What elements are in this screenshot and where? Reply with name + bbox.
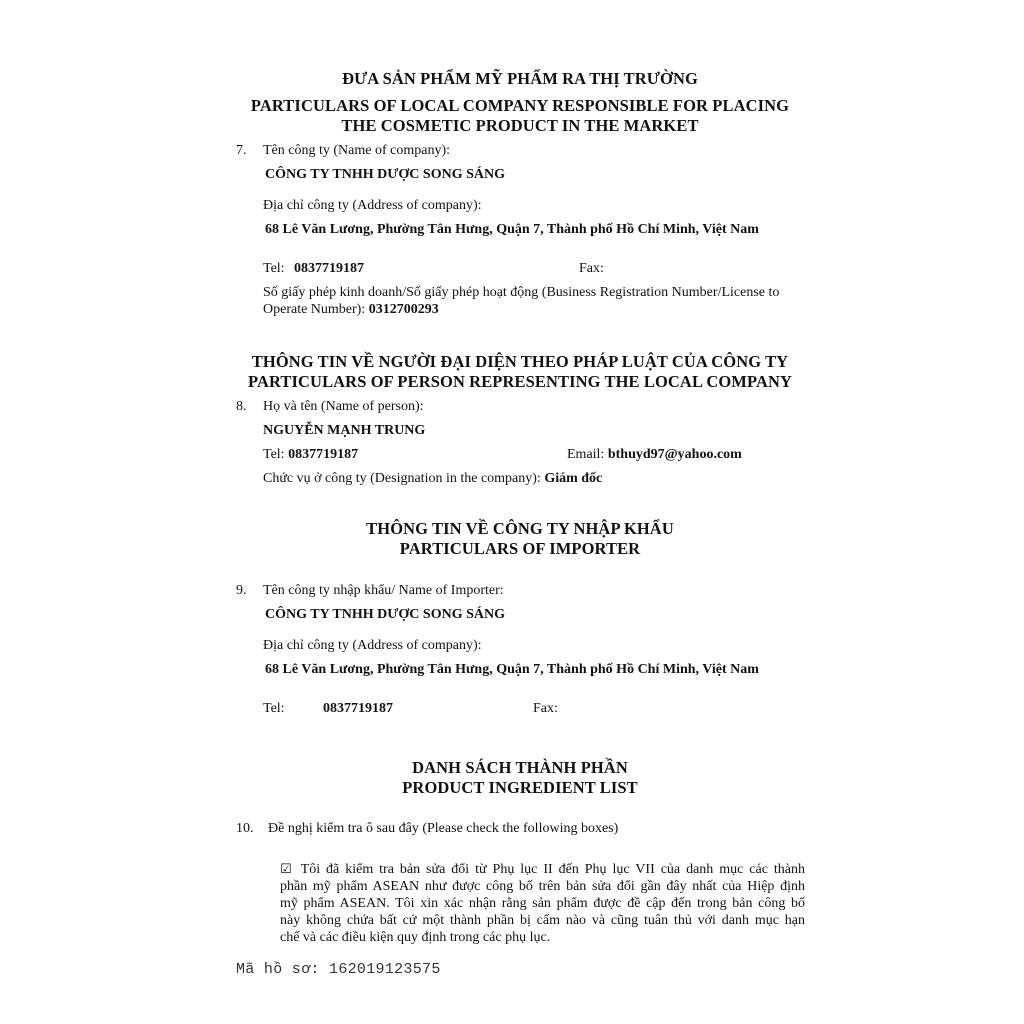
check-boxes-label: Đề nghị kiểm tra ô sau đây (Please check the following boxes) bbox=[268, 821, 619, 836]
item-number-9: 9. bbox=[236, 583, 247, 598]
importer-address-label: Địa chỉ công ty (Address of company): bbox=[263, 638, 482, 653]
item-number-7: 7. bbox=[236, 143, 247, 158]
person-email-value: bthuyd97@yahoo.com bbox=[607, 447, 742, 462]
declaration-text-line-4: này không chứa bất cứ một thành phần bị cấm nào và cũng tuân thủ với danh mục hạn bbox=[280, 913, 805, 928]
company-address-value: 68 Lê Văn Lương, Phường Tân Hưng, Quận 7, Thành phố Hồ Chí Minh, Việt Nam bbox=[265, 222, 759, 237]
importer-heading-en: PARTICULARS OF IMPORTER bbox=[399, 539, 641, 558]
person-name-label: Họ và tên (Name of person): bbox=[263, 399, 424, 414]
representative-heading-en: PARTICULARS OF PERSON REPRESENTING THE LOCAL COMPANY bbox=[248, 372, 792, 391]
importer-tel-label: Tel: bbox=[263, 701, 285, 716]
declaration-text-line-3: mỹ phẩm ASEAN. Tôi xin xác nhận rằng sản phẩm được đề cập đến trong bản công bố bbox=[280, 896, 805, 911]
person-tel-value: 0837719187 bbox=[288, 447, 359, 462]
person-designation-value: Giám đốc bbox=[544, 471, 603, 486]
ingredients-heading-vi: DANH SÁCH THÀNH PHẦN bbox=[412, 758, 628, 777]
declaration-block bbox=[280, 862, 805, 947]
person-tel bbox=[263, 447, 358, 463]
person-email bbox=[567, 447, 742, 463]
declaration-line-1 bbox=[280, 862, 805, 879]
declaration-text-line-2: phần mỹ phẩm ASEAN như được công bố trên bản sửa đổi gần đây nhất của Hiệp định bbox=[280, 879, 805, 894]
item-number-8: 8. bbox=[236, 399, 247, 414]
company-tel-label: Tel: bbox=[263, 261, 285, 276]
company-heading-vi: ĐƯA SẢN PHẨM MỸ PHẨM RA THỊ TRƯỜNG bbox=[342, 69, 698, 88]
company-tel-value: 0837719187 bbox=[294, 261, 364, 276]
person-tel-label: Tel: bbox=[263, 447, 285, 462]
license-line2 bbox=[263, 302, 439, 318]
ingredients-heading-en: PRODUCT INGREDIENT LIST bbox=[402, 778, 638, 797]
company-name-label: Tên công ty (Name of company): bbox=[263, 143, 450, 158]
importer-name-label: Tên công ty nhập khẩu/ Name of Importer: bbox=[263, 583, 504, 598]
importer-tel-value: 0837719187 bbox=[323, 701, 393, 716]
importer-name-value: CÔNG TY TNHH DƯỢC SONG SÁNG bbox=[265, 607, 505, 622]
declaration-checkbox[interactable]: ☑ bbox=[280, 862, 292, 877]
license-label-line1: Số giấy phép kinh doanh/Số giấy phép hoạt động (Business Registration Number/License to bbox=[263, 285, 780, 300]
company-heading-en-line1: PARTICULARS OF LOCAL COMPANY RESPONSIBLE FOR PLACING bbox=[250, 96, 790, 115]
person-designation-label: Chức vụ ở công ty (Designation in the company): bbox=[263, 471, 541, 486]
license-value: 0312700293 bbox=[368, 302, 439, 317]
item-number-10: 10. bbox=[236, 821, 254, 836]
person-email-label: Email: bbox=[567, 447, 605, 462]
person-name-value: NGUYỄN MẠNH TRUNG bbox=[263, 423, 426, 438]
company-address-label: Địa chỉ công ty (Address of company): bbox=[263, 198, 482, 213]
representative-heading-vi: THÔNG TIN VỀ NGƯỜI ĐẠI DIỆN THEO PHÁP LUẬT CỦA CÔNG TY bbox=[251, 352, 789, 371]
company-heading-en-line2: THE COSMETIC PRODUCT IN THE MARKET bbox=[341, 116, 699, 135]
file-code: Mã hồ sơ: 162019123575 bbox=[236, 961, 441, 978]
importer-heading-vi: THÔNG TIN VỀ CÔNG TY NHẬP KHẨU bbox=[366, 519, 674, 538]
importer-address-value: 68 Lê Văn Lương, Phường Tân Hưng, Quận 7, Thành phố Hồ Chí Minh, Việt Nam bbox=[265, 662, 759, 677]
company-fax-label: Fax: bbox=[579, 261, 604, 276]
importer-fax-label: Fax: bbox=[533, 701, 558, 716]
company-name-value: CÔNG TY TNHH DƯỢC SONG SÁNG bbox=[265, 167, 505, 182]
declaration-text-line-5: chế và các điều kiện quy định trong các phụ lục. bbox=[280, 930, 551, 945]
license-label-line2: Operate Number): bbox=[263, 302, 366, 317]
person-designation bbox=[263, 471, 602, 487]
declaration-text-line-1: Tôi đã kiểm tra bản sửa đổi từ Phụ lục II đến Phụ lục VII của danh mục các thành bbox=[300, 862, 805, 877]
